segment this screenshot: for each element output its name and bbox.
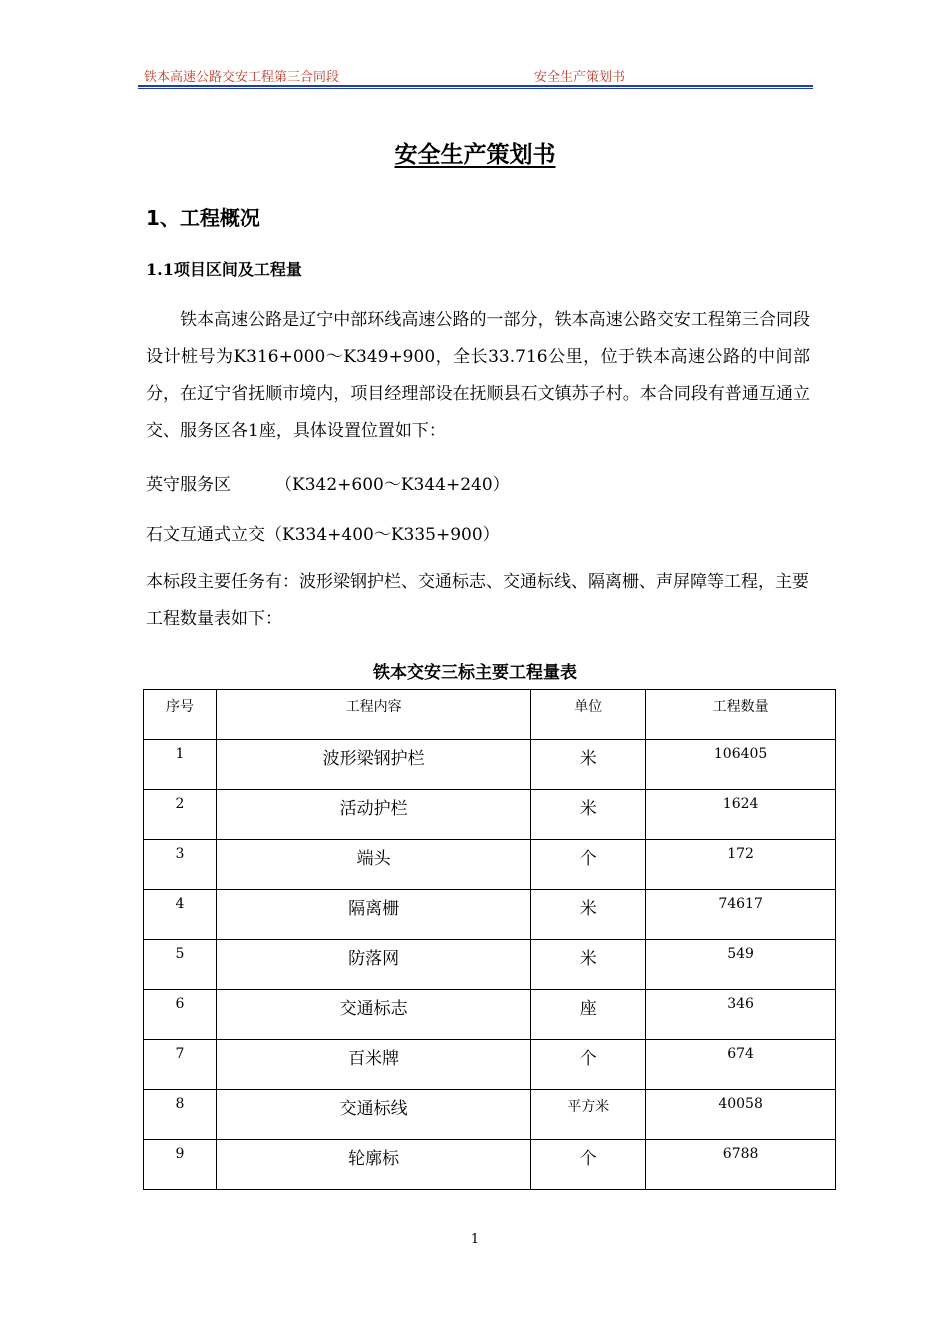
header-doc-name: 安全生产策划书 <box>534 70 626 85</box>
cell-unit: 座 <box>531 990 646 1040</box>
cell-index: 5 <box>144 940 217 990</box>
cell-unit: 个 <box>531 840 646 890</box>
cell-content: 交通标志 <box>216 990 530 1040</box>
service-area-line <box>146 470 510 495</box>
table-row <box>144 890 836 940</box>
table-row <box>144 940 836 990</box>
service-area-name: 英守服务区 <box>146 475 231 495</box>
page-header <box>138 66 813 84</box>
cell-content: 隔离栅 <box>216 890 530 940</box>
cell-quantity: 674 <box>646 1040 836 1090</box>
table-row <box>144 1040 836 1090</box>
cell-content: 端头 <box>216 840 530 890</box>
section-heading: 1、工程概况 <box>146 206 260 230</box>
cell-content: 交通标线 <box>216 1090 530 1140</box>
cell-content: 活动护栏 <box>216 790 530 840</box>
cell-index: 6 <box>144 990 217 1040</box>
header-cell-unit: 单位 <box>531 690 646 740</box>
subsection-heading: 1.1项目区间及工程量 <box>146 260 302 279</box>
cell-quantity: 6788 <box>646 1140 836 1190</box>
cell-index: 1 <box>144 740 217 790</box>
service-area-range: （K342+600～K344+240） <box>275 475 510 495</box>
header-project-name: 铁本高速公路交安工程第三合同段 <box>144 70 340 85</box>
cell-quantity: 74617 <box>646 890 836 940</box>
cell-index: 4 <box>144 890 217 940</box>
table-row <box>144 840 836 890</box>
cell-quantity: 346 <box>646 990 836 1040</box>
cell-index: 2 <box>144 790 217 840</box>
table-header-row <box>144 690 836 740</box>
table-row <box>144 990 836 1040</box>
main-tasks-paragraph: 本标段主要任务有：波形梁钢护栏、交通标志、交通标线、隔离栅、声屏障等工程，主要工程数量表如下： <box>146 572 809 629</box>
header-rule-thin <box>138 88 813 89</box>
interchange-line: 石文互通式立交（K334+400～K335+900） <box>146 525 500 545</box>
cell-unit: 米 <box>531 740 646 790</box>
table-row <box>144 1090 836 1140</box>
table-row <box>144 1140 836 1190</box>
cell-quantity: 1624 <box>646 790 836 840</box>
header-cell-index: 序号 <box>144 690 217 740</box>
cell-unit: 米 <box>531 890 646 940</box>
cell-unit: 个 <box>531 1040 646 1090</box>
project-overview-paragraph: 铁本高速公路是辽宁中部环线高速公路的一部分，铁本高速公路交安工程第三合同段设计桩号为K316+000～K349+900，全长33.716公里，位于铁本高速公路的中间部分，在辽宁省抚顺市境内，项目经理部设在抚顺县石文镇苏子村。本合同段有普通互通立交、服务区各1座，具体设置位置如下： <box>146 310 810 441</box>
cell-index: 3 <box>144 840 217 890</box>
table-row <box>144 740 836 790</box>
quantity-table <box>143 689 836 1190</box>
cell-content: 防落网 <box>216 940 530 990</box>
cell-unit: 米 <box>531 790 646 840</box>
cell-index: 7 <box>144 1040 217 1090</box>
cell-unit: 个 <box>531 1140 646 1190</box>
cell-content: 波形梁钢护栏 <box>216 740 530 790</box>
page-number: 1 <box>470 1232 480 1247</box>
cell-content: 百米牌 <box>216 1040 530 1090</box>
cell-quantity: 549 <box>646 940 836 990</box>
cell-index: 8 <box>144 1090 217 1140</box>
cell-unit: 平方米 <box>531 1090 646 1140</box>
table-title: 铁本交安三标主要工程量表 <box>373 663 577 683</box>
cell-quantity: 106405 <box>646 740 836 790</box>
header-cell-quantity: 工程数量 <box>646 690 836 740</box>
document-title: 安全生产策划书 <box>394 141 556 168</box>
cell-index: 9 <box>144 1140 217 1190</box>
cell-unit: 米 <box>531 940 646 990</box>
header-rule-thick <box>138 85 813 87</box>
cell-content: 轮廓标 <box>216 1140 530 1190</box>
cell-quantity: 172 <box>646 840 836 890</box>
header-cell-content: 工程内容 <box>216 690 530 740</box>
table-row <box>144 790 836 840</box>
cell-quantity: 40058 <box>646 1090 836 1140</box>
